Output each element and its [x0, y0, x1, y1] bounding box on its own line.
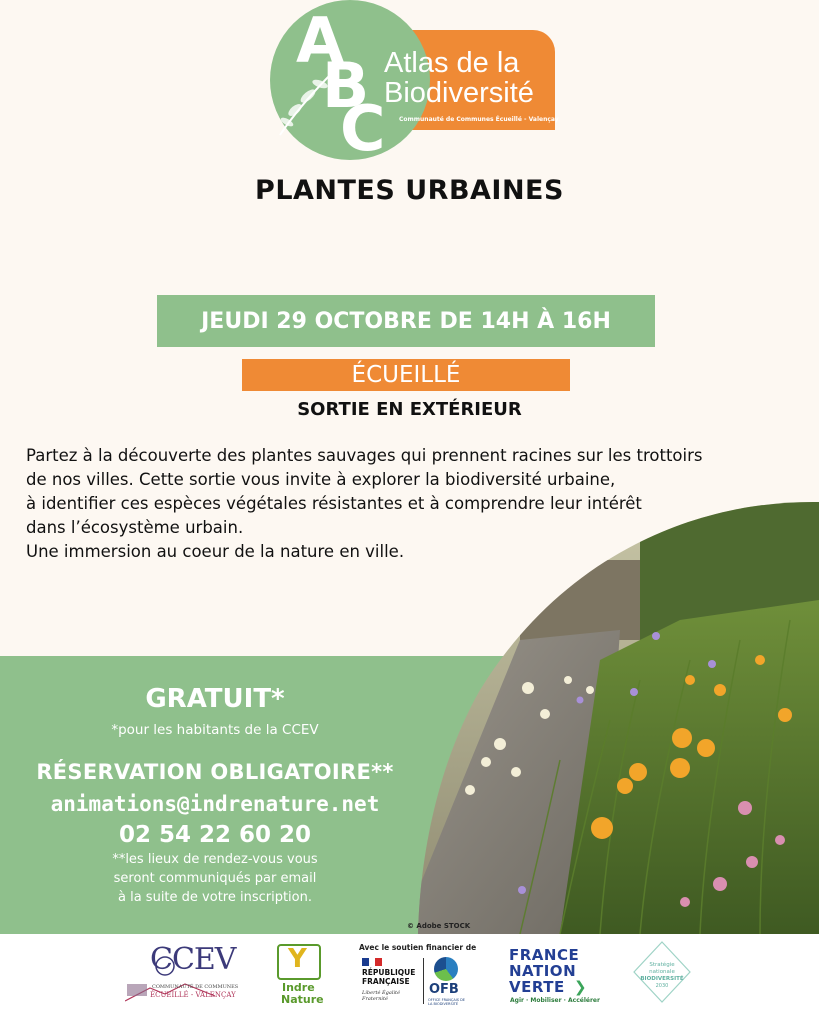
description-line: de nos villes. Cette sortie vous invite à explorer la biodiversité urbaine, [26, 470, 616, 489]
ofb-subtitle: OFFICE FRANÇAIS DE LA BIODIVERSITÉ [428, 998, 466, 1006]
meeting-note-line: à la suite de votre inscription. [118, 890, 312, 905]
ofb-name: OFB [429, 982, 459, 997]
meeting-note-line: seront communiqués par email [113, 871, 317, 886]
fnv-tagline: Agir · Mobiliser · Accélérer [510, 997, 600, 1004]
photo-credit: © Adobe STOCK [407, 922, 471, 930]
description-line: Partez à la découverte des plantes sauvages qui prennent racines sur les trottoirs [26, 446, 703, 465]
indre-nature-mark: Y [288, 944, 307, 974]
description-line: dans l’écosystème urbain. [26, 518, 244, 537]
price-note: *pour les habitants de la CCEV [111, 722, 319, 738]
strategie-line1: Stratégie [649, 962, 675, 968]
ccev-line2: ÉCUEILLÉ - VALENÇAY [150, 991, 236, 999]
logo-title-line2: Biodiversité [384, 77, 534, 109]
support-divider [423, 958, 424, 1004]
fnv-line3: VERTE [509, 978, 565, 996]
logo-letter-c: C [340, 92, 386, 165]
ccev-name: CCEV [150, 942, 236, 977]
contact-phone[interactable]: 02 54 22 60 20 [118, 822, 312, 848]
strategie-line3: BIODIVERSITÉ [640, 976, 684, 982]
contact-email[interactable]: animations@indrenature.net [50, 792, 380, 816]
republique-line2: FRANÇAISE [362, 977, 410, 986]
event-place: ÉCUEILLÉ [242, 359, 570, 391]
support-label: Avec le soutien financier de [359, 943, 477, 952]
page-title: PLANTES URBAINES [255, 175, 564, 206]
logo-letter-a: A [296, 4, 344, 77]
price-label: GRATUIT* [145, 684, 285, 714]
logo-letter-b: B [322, 49, 370, 122]
indre-nature-line1: Indre [282, 981, 315, 994]
event-type: SORTIE EN EXTÉRIEUR [297, 399, 522, 420]
meeting-note [0, 850, 430, 907]
logo-title-line1: Atlas de la [384, 47, 520, 79]
fnv-line2: NATION [509, 962, 577, 980]
event-date: JEUDI 29 OCTOBRE DE 14H À 16H [157, 295, 655, 347]
republique-motto: Liberté Égalité Fraternité [362, 990, 401, 1002]
meeting-note-line: **les lieux de rendez-vous vous [112, 852, 318, 867]
french-flag-icon [362, 958, 382, 966]
indre-nature-line2: Nature [281, 993, 324, 1006]
ofb-logo-icon [434, 957, 458, 981]
fnv-arrow-icon: ❯ [574, 978, 587, 996]
reservation-label: RÉSERVATION OBLIGATOIRE** [36, 760, 394, 784]
description-line: à identifier ces espèces végétales résistantes et à comprendre leur intérêt [26, 494, 642, 513]
strategie-line2: nationale [649, 969, 675, 975]
strategie-line4: 2030 [655, 983, 669, 989]
ccev-line1: COMMUNAUTÉ DE COMMUNES [152, 984, 239, 990]
republique-line1: RÉPUBLIQUE [362, 968, 416, 977]
fnv-line1: FRANCE [509, 946, 580, 964]
logo-subtitle: Communauté de Communes Écueillé - Valençay [399, 116, 559, 123]
description-line: Une immersion au coeur de la nature en ville. [26, 542, 405, 561]
